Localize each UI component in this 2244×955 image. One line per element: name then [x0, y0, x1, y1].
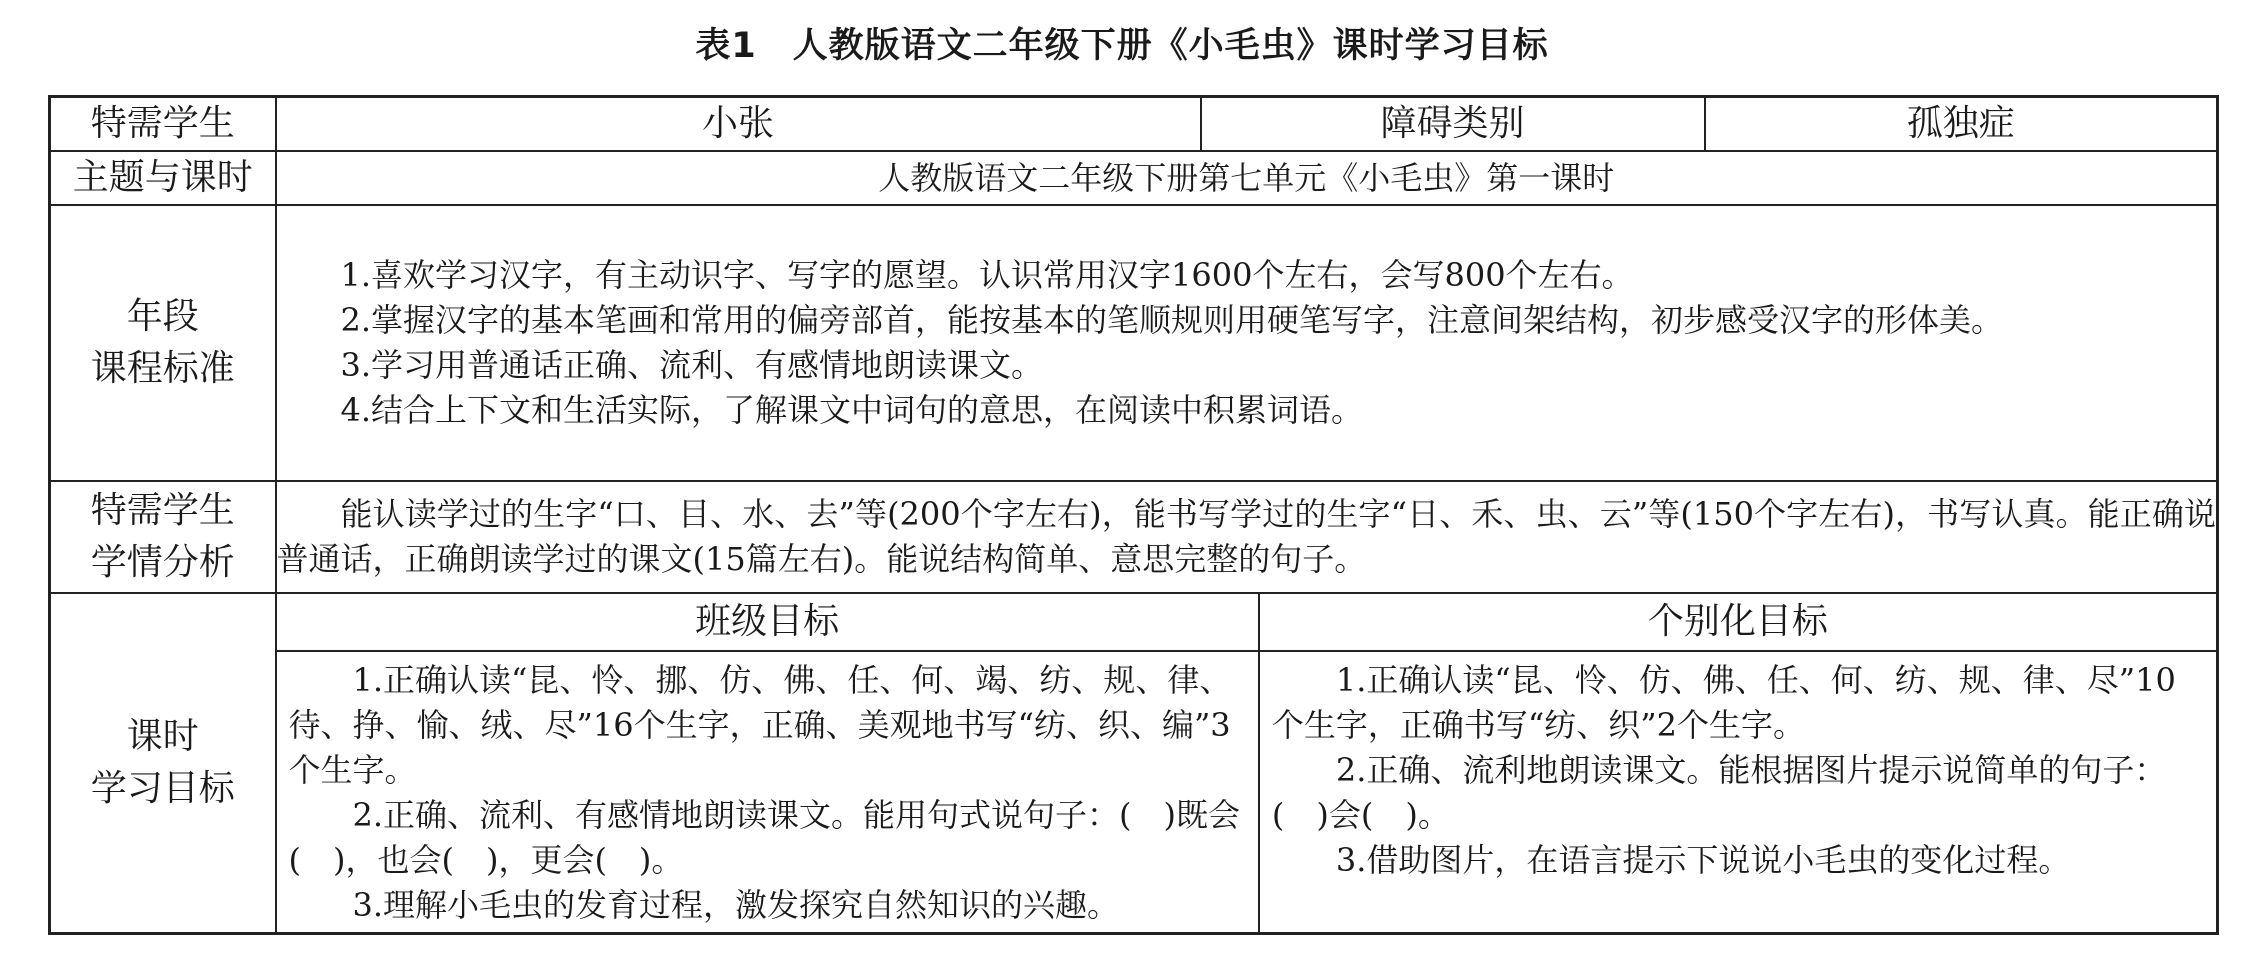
class-goal-item: 1.正确认读“昆、怜、挪、仿、佛、任、何、竭、纺、规、律、待、挣、愉、绒、尽”16个生字，正确、美观地书写“纺、织、编”3个生字。: [288, 661, 1232, 789]
category-label-cell: [1201, 97, 1705, 152]
analysis-label-cell: [50, 481, 276, 593]
class-goal-item: 2.正确、流利、有感情地朗读课文。能用句式说句子：( )既会( )，也会( )，更会( )。: [288, 796, 1241, 879]
category-label: 障碍类别: [1380, 103, 1525, 144]
goals-subtable: [277, 594, 2217, 932]
category-value-cell: [1705, 97, 2218, 152]
student-name-cell: [276, 97, 1201, 152]
standard-label-cell: [50, 205, 276, 481]
goals-label-line1: 课时: [126, 716, 199, 757]
standard-label-line1: 年段: [126, 296, 199, 337]
student-row: [50, 97, 2218, 152]
goals-label-cell: [50, 593, 276, 934]
standard-item: 4.结合上下文和生活实际，了解课文中词句的意思，在阅读中积累词语。: [340, 391, 1364, 429]
goals-content: [276, 593, 2218, 934]
individual-goal-item: 2.正确、流利地朗读课文。能根据图片提示说简单的句子：( )会( )。: [1271, 751, 2167, 834]
topic-label: 主题与课时: [72, 157, 253, 198]
individual-goals-body: [1260, 652, 2216, 887]
class-goals-header: 班级目标: [277, 594, 1258, 652]
class-goals-body: [277, 652, 1258, 932]
student-name: 小张: [701, 103, 774, 144]
standard-item: 2.掌握汉字的基本笔画和常用的偏旁部首，能按基本的笔顺规则用硬笔写字，注意间架结构，初步感受汉字的形体美。: [340, 301, 2004, 339]
individual-goals-column: [1259, 594, 2216, 932]
standard-item: 3.学习用普通话正确、流利、有感情地朗读课文。: [340, 346, 1044, 384]
lesson-objectives-table: [48, 95, 2219, 935]
analysis-label-line2: 学情分析: [90, 542, 235, 583]
individual-goal-item: 3.借助图片，在语言提示下说说小毛虫的变化过程。: [1335, 841, 2071, 879]
topic-label-cell: [50, 151, 276, 205]
individual-goals-header: 个别化目标: [1260, 594, 2216, 652]
category-value: 孤独症: [1906, 103, 2015, 144]
student-label-cell: [50, 97, 276, 152]
individual-goal-item: 1.正确认读“昆、怜、仿、佛、任、何、纺、规、律、尽”10个生字，正确书写“纺、织”2个生字。: [1271, 661, 2176, 744]
topic-row: [50, 151, 2218, 205]
analysis-text: 能认读学过的生字“口、目、水、去”等(200个字左右)，能书写学过的生字“日、禾、虫、云”等(150个字左右)，书写认真。能正确说普通话，正确朗读学过的课文(15篇左右)。能说结构简单、意思完整的句子。: [276, 495, 2216, 578]
standard-row: [50, 205, 2218, 481]
topic-value-cell: [276, 151, 2218, 205]
standard-content: [276, 205, 2218, 481]
topic-value: 人教版语文二年级下册第七单元《小毛虫》第一课时: [878, 159, 1615, 197]
goals-row: [50, 593, 2218, 934]
class-goal-item: 3.理解小毛虫的发育过程，激发探究自然知识的兴趣。: [352, 886, 1120, 924]
analysis-content: [276, 481, 2218, 593]
student-label: 特需学生: [90, 103, 235, 144]
class-goals-column: [277, 594, 1259, 932]
table-title: 表1 人教版语文二年级下册《小毛虫》课时学习目标: [695, 26, 1549, 66]
analysis-row: [50, 481, 2218, 593]
standard-item: 1.喜欢学习汉字，有主动识字、写字的愿望。认识常用汉字1600个左右，会写800个左右。: [340, 256, 1634, 294]
goals-label-line2: 学习目标: [90, 768, 235, 809]
standard-label-line2: 课程标准: [90, 348, 235, 389]
analysis-label-line1: 特需学生: [90, 490, 235, 531]
